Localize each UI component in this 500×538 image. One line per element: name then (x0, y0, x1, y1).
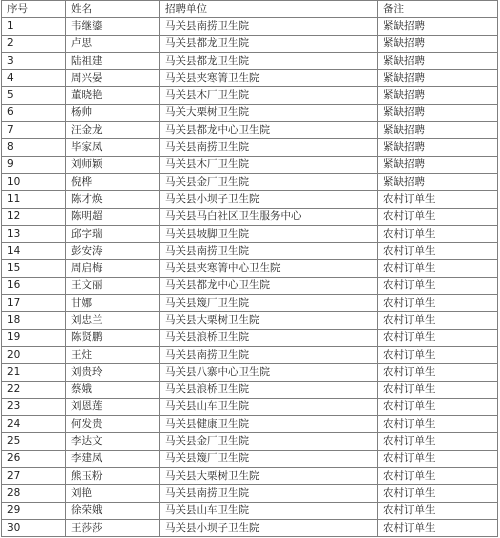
cell-index: 15 (2, 260, 66, 277)
cell-remark: 农村订单生 (378, 295, 498, 312)
cell-name: 何发贵 (66, 416, 160, 433)
cell-name: 陆祖建 (66, 52, 160, 69)
cell-name: 李达文 (66, 433, 160, 450)
cell-index: 8 (2, 139, 66, 156)
cell-unit: 马关县夹寒箐卫生院 (160, 70, 378, 87)
table-row (2, 35, 498, 52)
cell-remark: 紧缺招聘 (378, 52, 498, 69)
cell-remark: 农村订单生 (378, 433, 498, 450)
cell-unit: 马关县浪桥卫生院 (160, 329, 378, 346)
table-row (2, 139, 498, 156)
cell-unit: 马关县坡脚卫生院 (160, 225, 378, 242)
recruitment-table (1, 0, 498, 537)
table-row (2, 156, 498, 173)
cell-unit: 马关县都龙卫生院 (160, 35, 378, 52)
cell-index: 26 (2, 450, 66, 467)
table-row (2, 398, 498, 415)
cell-name: 蔡娥 (66, 381, 160, 398)
cell-unit: 马关县山车卫生院 (160, 398, 378, 415)
cell-name: 倪桦 (66, 173, 160, 190)
column-header-remark: 备注 (378, 1, 498, 18)
cell-index: 28 (2, 485, 66, 502)
cell-remark: 农村订单生 (378, 346, 498, 363)
cell-unit: 马关县木厂卫生院 (160, 156, 378, 173)
table-row (2, 346, 498, 363)
cell-name: 熊玉粉 (66, 468, 160, 485)
table-row (2, 468, 498, 485)
cell-unit: 马关县都龙卫生院 (160, 52, 378, 69)
cell-index: 25 (2, 433, 66, 450)
cell-unit: 马关县山车卫生院 (160, 502, 378, 519)
table-body (2, 18, 498, 537)
column-header-index: 序号 (2, 1, 66, 18)
cell-remark: 紧缺招聘 (378, 122, 498, 139)
cell-name: 杨帅 (66, 104, 160, 121)
cell-index: 18 (2, 312, 66, 329)
cell-remark: 农村订单生 (378, 398, 498, 415)
cell-index: 12 (2, 208, 66, 225)
table-row (2, 104, 498, 121)
table-row (2, 173, 498, 190)
cell-name: 徐荣娥 (66, 502, 160, 519)
cell-unit: 马关县篾厂卫生院 (160, 450, 378, 467)
cell-remark: 农村订单生 (378, 381, 498, 398)
table-row (2, 433, 498, 450)
cell-index: 6 (2, 104, 66, 121)
cell-name: 汪金龙 (66, 122, 160, 139)
table-row (2, 364, 498, 381)
table-header-row (2, 1, 498, 18)
cell-remark: 农村订单生 (378, 519, 498, 536)
cell-remark: 农村订单生 (378, 225, 498, 242)
cell-unit: 马关县都龙中心卫生院 (160, 122, 378, 139)
cell-name: 陈明超 (66, 208, 160, 225)
cell-name: 陈贤鹏 (66, 329, 160, 346)
cell-name: 刘贵玲 (66, 364, 160, 381)
cell-index: 29 (2, 502, 66, 519)
cell-remark: 紧缺招聘 (378, 70, 498, 87)
cell-index: 10 (2, 173, 66, 190)
cell-index: 3 (2, 52, 66, 69)
cell-unit: 马关县夹寒箐中心卫生院 (160, 260, 378, 277)
cell-index: 24 (2, 416, 66, 433)
cell-unit: 马关县小坝子卫生院 (160, 519, 378, 536)
cell-name: 韦继鎏 (66, 18, 160, 35)
table-row (2, 329, 498, 346)
cell-remark: 农村订单生 (378, 191, 498, 208)
table-row (2, 87, 498, 104)
cell-remark: 农村订单生 (378, 277, 498, 294)
cell-remark: 农村订单生 (378, 485, 498, 502)
cell-unit: 马关县篾厂卫生院 (160, 295, 378, 312)
table-row (2, 52, 498, 69)
table-row (2, 502, 498, 519)
cell-index: 13 (2, 225, 66, 242)
cell-remark: 农村订单生 (378, 329, 498, 346)
cell-index: 4 (2, 70, 66, 87)
cell-unit: 马关县大栗树卫生院 (160, 312, 378, 329)
cell-unit: 马关县浪桥卫生院 (160, 381, 378, 398)
cell-unit: 马关县健康卫生院 (160, 416, 378, 433)
cell-remark: 紧缺招聘 (378, 173, 498, 190)
cell-unit: 马关县南捞卫生院 (160, 243, 378, 260)
table-row (2, 191, 498, 208)
table-row (2, 122, 498, 139)
column-header-unit: 招聘单位 (160, 1, 378, 18)
cell-unit: 马关县都龙中心卫生院 (160, 277, 378, 294)
cell-unit: 马关县八寨中心卫生院 (160, 364, 378, 381)
table-row (2, 381, 498, 398)
cell-name: 王文丽 (66, 277, 160, 294)
cell-index: 22 (2, 381, 66, 398)
cell-unit: 马关县马白社区卫生服务中心 (160, 208, 378, 225)
cell-name: 董晓艳 (66, 87, 160, 104)
cell-remark: 农村订单生 (378, 312, 498, 329)
cell-unit: 马关县大栗树卫生院 (160, 468, 378, 485)
table-row (2, 260, 498, 277)
cell-remark: 紧缺招聘 (378, 18, 498, 35)
table-row (2, 450, 498, 467)
cell-remark: 农村订单生 (378, 364, 498, 381)
cell-name: 彭安涛 (66, 243, 160, 260)
table-row (2, 243, 498, 260)
cell-remark: 农村订单生 (378, 416, 498, 433)
table-row (2, 519, 498, 536)
cell-name: 甘娜 (66, 295, 160, 312)
cell-index: 30 (2, 519, 66, 536)
cell-unit: 马关县金厂卫生院 (160, 173, 378, 190)
cell-index: 7 (2, 122, 66, 139)
cell-index: 23 (2, 398, 66, 415)
cell-unit: 马关县南捞卫生院 (160, 139, 378, 156)
cell-name: 刘艳 (66, 485, 160, 502)
cell-unit: 马关县金厂卫生院 (160, 433, 378, 450)
table-row (2, 485, 498, 502)
cell-name: 王炷 (66, 346, 160, 363)
table-row (2, 295, 498, 312)
cell-name: 刘恩莲 (66, 398, 160, 415)
cell-name: 邱字瑞 (66, 225, 160, 242)
cell-remark: 紧缺招聘 (378, 35, 498, 52)
cell-name: 周启梅 (66, 260, 160, 277)
cell-index: 20 (2, 346, 66, 363)
cell-index: 16 (2, 277, 66, 294)
cell-remark: 农村订单生 (378, 260, 498, 277)
cell-name: 刘忠兰 (66, 312, 160, 329)
cell-name: 刘师颖 (66, 156, 160, 173)
cell-index: 5 (2, 87, 66, 104)
table-row (2, 208, 498, 225)
cell-index: 14 (2, 243, 66, 260)
cell-index: 27 (2, 468, 66, 485)
cell-remark: 农村订单生 (378, 468, 498, 485)
cell-remark: 农村订单生 (378, 243, 498, 260)
cell-index: 17 (2, 295, 66, 312)
table-row (2, 277, 498, 294)
cell-index: 1 (2, 18, 66, 35)
table-row (2, 18, 498, 35)
cell-remark: 农村订单生 (378, 450, 498, 467)
cell-remark: 紧缺招聘 (378, 87, 498, 104)
cell-unit: 马关县木厂卫生院 (160, 87, 378, 104)
cell-remark: 农村订单生 (378, 502, 498, 519)
cell-index: 21 (2, 364, 66, 381)
table-row (2, 416, 498, 433)
cell-name: 周兴晏 (66, 70, 160, 87)
cell-name: 陈才焕 (66, 191, 160, 208)
cell-index: 11 (2, 191, 66, 208)
cell-unit: 马关县南捞卫生院 (160, 346, 378, 363)
cell-name: 卢思 (66, 35, 160, 52)
cell-remark: 农村订单生 (378, 208, 498, 225)
cell-unit: 马关县小坝子卫生院 (160, 191, 378, 208)
cell-name: 王莎莎 (66, 519, 160, 536)
cell-remark: 紧缺招聘 (378, 139, 498, 156)
cell-index: 2 (2, 35, 66, 52)
cell-index: 19 (2, 329, 66, 346)
cell-name: 毕家凤 (66, 139, 160, 156)
cell-remark: 紧缺招聘 (378, 156, 498, 173)
table-row (2, 312, 498, 329)
cell-name: 李建凤 (66, 450, 160, 467)
cell-unit: 马关县南捞卫生院 (160, 18, 378, 35)
table-row (2, 225, 498, 242)
table-row (2, 70, 498, 87)
cell-index: 9 (2, 156, 66, 173)
cell-unit: 马关县南捞卫生院 (160, 485, 378, 502)
cell-remark: 紧缺招聘 (378, 104, 498, 121)
column-header-name: 姓名 (66, 1, 160, 18)
cell-unit: 马关大栗树卫生院 (160, 104, 378, 121)
